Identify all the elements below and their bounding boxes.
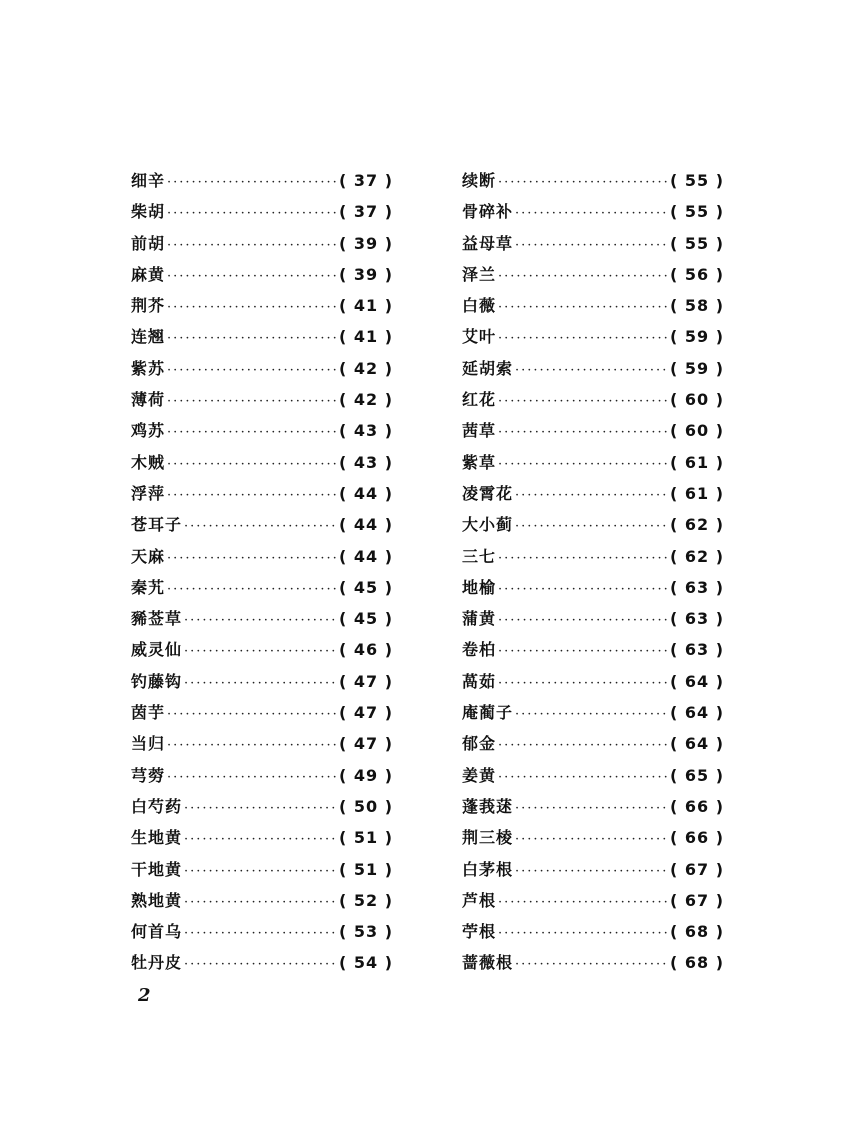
- dot-leader: [184, 949, 337, 980]
- toc-entry: [131, 165, 393, 196]
- toc-entry: [462, 290, 724, 321]
- entry-name: 紫草: [462, 452, 497, 472]
- entry-name: 干地黄: [131, 859, 183, 879]
- entry-name: 骨碎补: [462, 202, 514, 222]
- entry-name: 芦根: [462, 890, 497, 910]
- dot-leader: [167, 543, 337, 574]
- toc-entry: [131, 791, 393, 822]
- entry-page-number: ( 61 ): [669, 483, 724, 503]
- entry-name: 白芍药: [131, 796, 183, 816]
- entry-name: 当归: [131, 734, 166, 754]
- entry-page-number: ( 51 ): [338, 828, 393, 848]
- dot-leader: [184, 887, 337, 918]
- page-number: 2: [138, 985, 151, 1006]
- entry-page-number: ( 43 ): [338, 452, 393, 472]
- entry-name: 何首乌: [131, 922, 183, 942]
- entry-name: 白薇: [462, 296, 497, 316]
- dot-leader: [167, 730, 337, 761]
- dot-leader: [515, 793, 668, 824]
- dot-leader: [498, 605, 668, 636]
- entry-name: 茜草: [462, 421, 497, 441]
- entry-name: 秦艽: [131, 577, 166, 597]
- toc-entry: [131, 666, 393, 697]
- entry-page-number: ( 44 ): [338, 483, 393, 503]
- entry-page-number: ( 63 ): [669, 609, 724, 629]
- entry-page-number: ( 59 ): [669, 327, 724, 347]
- entry-name: 延胡索: [462, 358, 514, 378]
- entry-page-number: ( 61 ): [669, 452, 724, 472]
- entry-name: 庵蔺子: [462, 703, 514, 723]
- toc-entry: [131, 196, 393, 227]
- toc-entry: [462, 447, 724, 478]
- dot-leader: [184, 636, 337, 667]
- toc-entry: [462, 509, 724, 540]
- dot-leader: [498, 167, 668, 198]
- entry-page-number: ( 37 ): [338, 171, 393, 190]
- toc-entry: [131, 885, 393, 916]
- entry-page-number: ( 43 ): [338, 421, 393, 441]
- toc-entry: [462, 854, 724, 885]
- entry-page-number: ( 42 ): [338, 390, 393, 410]
- entry-name: 红花: [462, 390, 497, 410]
- entry-page-number: ( 45 ): [338, 609, 393, 629]
- dot-leader: [515, 856, 668, 887]
- entry-page-number: ( 64 ): [669, 671, 724, 691]
- entry-page-number: ( 53 ): [338, 922, 393, 942]
- toc-entry: [131, 384, 393, 415]
- dot-leader: [167, 386, 337, 417]
- dot-leader: [184, 793, 337, 824]
- entry-name: 凌霄花: [462, 483, 514, 503]
- entry-page-number: ( 47 ): [338, 671, 393, 691]
- toc-entry: [462, 384, 724, 415]
- entry-name: 薄荷: [131, 390, 166, 410]
- toc-entry: [131, 854, 393, 885]
- toc-entry: [462, 228, 724, 259]
- entry-page-number: ( 63 ): [669, 640, 724, 660]
- dot-leader: [167, 261, 337, 292]
- dot-leader: [498, 574, 668, 605]
- toc-entry: [131, 541, 393, 572]
- entry-name: 大小蓟: [462, 515, 514, 535]
- entry-name: 钓藤钩: [131, 671, 183, 691]
- dot-leader: [167, 417, 337, 448]
- dot-leader: [498, 730, 668, 761]
- toc-entry: [462, 353, 724, 384]
- dot-leader: [498, 543, 668, 574]
- entry-page-number: ( 67 ): [669, 859, 724, 879]
- dot-leader: [498, 323, 668, 354]
- entry-name: 萵茹: [462, 671, 497, 691]
- entry-page-number: ( 66 ): [669, 828, 724, 848]
- toc-entry: [462, 728, 724, 759]
- entry-page-number: ( 42 ): [338, 358, 393, 378]
- toc-entry: [462, 196, 724, 227]
- entry-name: 细辛: [131, 171, 166, 190]
- entry-name: 泽兰: [462, 264, 497, 284]
- toc-entry: [462, 885, 724, 916]
- entry-page-number: ( 47 ): [338, 734, 393, 754]
- entry-name: 浮萍: [131, 483, 166, 503]
- entry-page-number: ( 60 ): [669, 390, 724, 410]
- toc-entry: [462, 947, 724, 978]
- entry-page-number: ( 37 ): [338, 202, 393, 222]
- entry-name: 芎䓖: [131, 765, 166, 785]
- entry-page-number: ( 64 ): [669, 703, 724, 723]
- entry-page-number: ( 62 ): [669, 515, 724, 535]
- toc-entry: [462, 697, 724, 728]
- entry-name: 荆芥: [131, 296, 166, 316]
- toc-entry: [131, 259, 393, 290]
- entry-page-number: ( 56 ): [669, 264, 724, 284]
- entry-page-number: ( 64 ): [669, 734, 724, 754]
- dot-leader: [184, 668, 337, 699]
- entry-page-number: ( 39 ): [338, 233, 393, 253]
- entry-page-number: ( 44 ): [338, 515, 393, 535]
- entry-name: 麻黄: [131, 264, 166, 284]
- toc-entry: [462, 666, 724, 697]
- dot-leader: [184, 856, 337, 887]
- dot-leader: [167, 480, 337, 511]
- entry-name: 天麻: [131, 546, 166, 566]
- entry-page-number: ( 39 ): [338, 264, 393, 284]
- dot-leader: [498, 668, 668, 699]
- dot-leader: [515, 480, 668, 511]
- dot-leader: [498, 918, 668, 949]
- dot-leader: [167, 292, 337, 323]
- entry-page-number: ( 65 ): [669, 765, 724, 785]
- toc-entry: [462, 603, 724, 634]
- entry-name: 苍耳子: [131, 515, 183, 535]
- toc-entry: [131, 760, 393, 791]
- dot-leader: [515, 511, 668, 542]
- entry-page-number: ( 51 ): [338, 859, 393, 879]
- dot-leader: [498, 292, 668, 323]
- dot-leader: [167, 574, 337, 605]
- toc-entry: [131, 916, 393, 947]
- toc-entry: [131, 728, 393, 759]
- dot-leader: [515, 949, 668, 980]
- toc-entry: [131, 415, 393, 446]
- entry-name: 威灵仙: [131, 640, 183, 660]
- dot-leader: [498, 386, 668, 417]
- toc-column-right: [462, 165, 724, 979]
- toc-entry: [131, 509, 393, 540]
- dot-leader: [498, 261, 668, 292]
- entry-page-number: ( 58 ): [669, 296, 724, 316]
- entry-name: 熟地黄: [131, 890, 183, 910]
- dot-leader: [498, 762, 668, 793]
- entry-name: 豨莶草: [131, 609, 183, 629]
- entry-page-number: ( 67 ): [669, 890, 724, 910]
- entry-name: 紫苏: [131, 358, 166, 378]
- entry-page-number: ( 60 ): [669, 421, 724, 441]
- entry-name: 前胡: [131, 233, 166, 253]
- entry-page-number: ( 59 ): [669, 358, 724, 378]
- entry-page-number: ( 52 ): [338, 890, 393, 910]
- dot-leader: [498, 887, 668, 918]
- toc-entry: [462, 415, 724, 446]
- entry-name: 姜黄: [462, 765, 497, 785]
- dot-leader: [184, 824, 337, 855]
- toc-entry: [131, 947, 393, 978]
- dot-leader: [515, 699, 668, 730]
- entry-page-number: ( 55 ): [669, 202, 724, 222]
- dot-leader: [167, 699, 337, 730]
- entry-name: 生地黄: [131, 828, 183, 848]
- toc-entry: [131, 603, 393, 634]
- toc-entry: [462, 165, 724, 196]
- dot-leader: [167, 762, 337, 793]
- entry-page-number: ( 68 ): [669, 953, 724, 973]
- entry-page-number: ( 55 ): [669, 233, 724, 253]
- dot-leader: [167, 198, 337, 229]
- entry-page-number: ( 45 ): [338, 577, 393, 597]
- entry-page-number: ( 66 ): [669, 796, 724, 816]
- toc-entry: [131, 290, 393, 321]
- entry-page-number: ( 47 ): [338, 703, 393, 723]
- dot-leader: [498, 449, 668, 480]
- entry-page-number: ( 63 ): [669, 577, 724, 597]
- dot-leader: [167, 355, 337, 386]
- toc-entry: [462, 916, 724, 947]
- entry-page-number: ( 41 ): [338, 327, 393, 347]
- toc-entry: [462, 541, 724, 572]
- entry-name: 三七: [462, 546, 497, 566]
- entry-page-number: ( 49 ): [338, 765, 393, 785]
- entry-name: 连翘: [131, 327, 166, 347]
- entry-name: 地榆: [462, 577, 497, 597]
- toc-entry: [462, 791, 724, 822]
- entry-page-number: ( 50 ): [338, 796, 393, 816]
- dot-leader: [515, 824, 668, 855]
- toc-entry: [131, 822, 393, 853]
- entry-name: 益母草: [462, 233, 514, 253]
- dot-leader: [515, 198, 668, 229]
- entry-name: 卷柏: [462, 640, 497, 660]
- dot-leader: [167, 323, 337, 354]
- entry-page-number: ( 54 ): [338, 953, 393, 973]
- entry-page-number: ( 62 ): [669, 546, 724, 566]
- entry-name: 郁金: [462, 734, 497, 754]
- entry-name: 鸡苏: [131, 421, 166, 441]
- toc-entry: [131, 321, 393, 352]
- toc-entry: [131, 353, 393, 384]
- dot-leader: [167, 449, 337, 480]
- entry-page-number: ( 41 ): [338, 296, 393, 316]
- toc-entry: [131, 572, 393, 603]
- entry-name: 蔷薇根: [462, 953, 514, 973]
- entry-name: 蒲黄: [462, 609, 497, 629]
- entry-name: 柴胡: [131, 202, 166, 222]
- entry-name: 牡丹皮: [131, 953, 183, 973]
- dot-leader: [515, 355, 668, 386]
- entry-name: 白茅根: [462, 859, 514, 879]
- toc-entry: [131, 228, 393, 259]
- toc-entry: [131, 697, 393, 728]
- entry-page-number: ( 44 ): [338, 546, 393, 566]
- toc-entry: [131, 478, 393, 509]
- entry-name: 续断: [462, 171, 497, 190]
- entry-name: 蓬莪蒁: [462, 796, 514, 816]
- dot-leader: [184, 511, 337, 542]
- toc-column-left: [131, 165, 393, 979]
- toc-entry: [462, 478, 724, 509]
- toc-entry: [462, 321, 724, 352]
- entry-name: 木贼: [131, 452, 166, 472]
- dot-leader: [515, 230, 668, 261]
- entry-name: 苧根: [462, 922, 497, 942]
- dot-leader: [498, 636, 668, 667]
- toc-entry: [462, 822, 724, 853]
- entry-page-number: ( 55 ): [669, 171, 724, 190]
- toc-entry: [462, 760, 724, 791]
- dot-leader: [167, 167, 337, 198]
- dot-leader: [167, 230, 337, 261]
- entry-name: 茵芋: [131, 703, 166, 723]
- toc-entry: [131, 634, 393, 665]
- dot-leader: [184, 918, 337, 949]
- toc-entry: [462, 259, 724, 290]
- toc-entry: [131, 447, 393, 478]
- entry-name: 艾叶: [462, 327, 497, 347]
- toc-entry: [462, 572, 724, 603]
- dot-leader: [498, 417, 668, 448]
- entry-page-number: ( 46 ): [338, 640, 393, 660]
- entry-page-number: ( 68 ): [669, 922, 724, 942]
- toc-entry: [462, 634, 724, 665]
- entry-name: 荆三棱: [462, 828, 514, 848]
- dot-leader: [184, 605, 337, 636]
